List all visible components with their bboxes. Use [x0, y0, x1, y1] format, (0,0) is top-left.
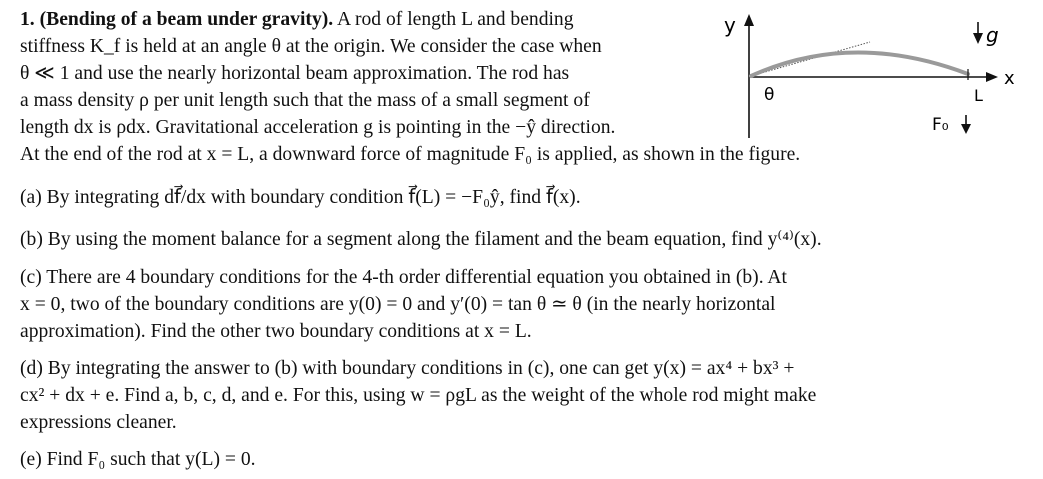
force-line: At the end of the rod at x = L, a downward force of magnitude F₀ is applied, as shown in the figure. [20, 144, 801, 165]
problem-title: (Bending of a beam under gravity). [39, 9, 334, 30]
part-e-text: (e) Find F₀ such that y(L) = 0. [20, 449, 256, 470]
intro-text-1: A rod of length L and bending [337, 9, 574, 30]
x-axis-arrow [986, 72, 998, 82]
part-b-text: (b) By using the moment balance for a segment along the filament and the beam equation, find y⁽⁴⁾(x). [20, 229, 822, 250]
part-c-line-2: x = 0, two of the boundary conditions are y(0) = 0 and y′(0) = tan θ ≃ θ (in the nearly horizontal [20, 294, 776, 315]
force-label: F₀ [932, 115, 949, 135]
part-d [20, 355, 995, 436]
beam [751, 52, 968, 76]
part-c [20, 264, 995, 345]
angle-label: θ [764, 85, 775, 105]
intro-line-2: stiffness K_f is held at an angle θ at the origin. We consider the case when [20, 36, 602, 57]
part-d-line-1: (d) By integrating the answer to (b) with boundary conditions in (c), one can get y(x) = ax⁴ + bx³ + [20, 358, 795, 379]
part-c-line-1: (c) There are 4 boundary conditions for the 4-th order differential equation you obtained in (b). At [20, 267, 787, 288]
y-axis-arrow [744, 14, 754, 26]
part-d-line-2: cx² + dx + e. Find a, b, c, d, and e. For this, using w = ρgL as the weight of the whole rod might make [20, 385, 817, 406]
force-arrowhead [961, 124, 971, 134]
y-axis-label: y [724, 13, 736, 37]
gravity-arrowhead [973, 33, 983, 44]
intro-line-5: length dx is ρdx. Gravitational acceleration g is pointing in the −ŷ direction. [20, 117, 616, 138]
beam-figure [724, 0, 1042, 160]
x-axis-label: x [1004, 68, 1015, 89]
part-a-text: (a) By integrating df⃗/dx with boundary condition f⃗(L) = −F₀ŷ, find f⃗(x). [20, 187, 581, 208]
part-c-line-3: approximation). Find the other two boundary conditions at x = L. [20, 321, 532, 342]
gravity-label: g [986, 23, 999, 47]
part-a [20, 184, 995, 211]
length-label: L [974, 86, 983, 105]
problem-intro [20, 6, 732, 141]
intro-line-1 [20, 6, 732, 33]
intro-line-3: θ ≪ 1 and use the nearly horizontal beam approximation. The rod has [20, 63, 570, 84]
part-b [20, 226, 995, 253]
tangent-line [751, 42, 870, 76]
part-d-line-3: expressions cleaner. [20, 412, 177, 433]
part-e [20, 446, 995, 473]
intro-line-4: a mass density ρ per unit length such that the mass of a small segment of [20, 90, 590, 111]
problem-number: 1. [20, 9, 35, 30]
